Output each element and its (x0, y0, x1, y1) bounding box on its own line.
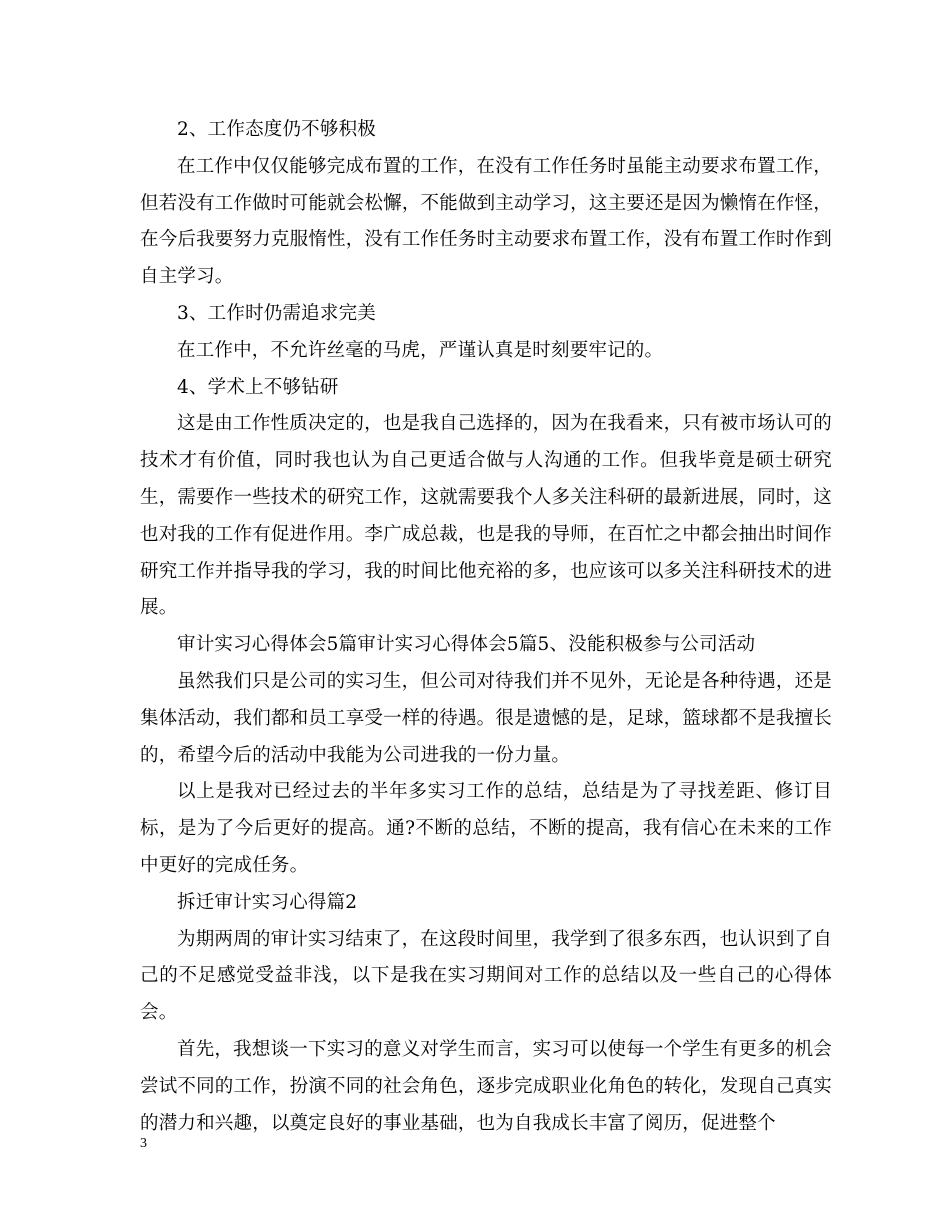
paragraph: 以上是我对已经过去的半年多实习工作的总结，总结是为了寻找差距、修订目标，是为了今后更好的提高。通?不断的总结，不断的提高，我有信心在未来的工作中更好的完成任务。 (140, 781, 832, 876)
paragraph: 虽然我们只是公司的实习生，但公司对待我们并不见外，无论是各种待遇，还是集体活动，我们都和员工享受一样的待遇。很是遗憾的是，足球，篮球都不是我擅长的，希望今后的活动中我能为公司进我的一份力量。 (140, 670, 832, 766)
heading-pursue-perfection: 3、工作时仍需追求完美 (177, 302, 376, 324)
heading-academic-research: 4、学术上不够钻研 (177, 376, 339, 398)
paragraph: 在工作中，不允许丝毫的马虎，严谨认真是时刻要牢记的。 (177, 339, 664, 361)
paragraph: 为期两周的审计实习结束了，在这段时间里，我学到了很多东西，也认识到了自己的不足感觉受益非浅，以下是我在实习期间对工作的总结以及一些自己的心得体会。 (140, 928, 832, 1024)
page-number: 3 (140, 1136, 147, 1151)
heading-article-2: 拆迁审计实习心得篇2 (177, 891, 358, 913)
document-body (140, 112, 832, 1142)
heading-work-attitude: 2、工作态度仍不够积极 (177, 119, 376, 140)
paragraph: 首先，我想谈一下实习的意义对学生而言，实习可以使每一个学生有更多的机会尝试不同的工作，扮演不同的社会角色，逐步完成职业化角色的转化，发现自己真实的潜力和兴趣，以奠定良好的事业基础，也为自我成长丰富了阅历，促进整个 (140, 1038, 832, 1134)
heading-company-activities: 审计实习心得体会5篇审计实习心得体会5篇5、没能积极参与公司活动 (177, 634, 756, 656)
paragraph: 这是由工作性质决定的，也是我自己选择的，因为在我看来，只有被市场认可的技术才有价值，同时我也认为自己更适合做与人沟通的工作。但我毕竟是硕士研究生，需要作一些技术的研究工作，这就需要我个人多关注科研的最新进展，同时，这也对我的工作有促进作用。李广成总裁，也是我的导师，在百忙之中都会抽出时间作研究工作并指导我的学习，我的时间比他充裕的多，也应该可以多关注科研技术的进展。 (140, 413, 832, 619)
paragraph: 在工作中仅仅能够完成布置的工作，在没有工作任务时虽能主动要求布置工作，但若没有工作做时可能就会松懈，不能做到主动学习，这主要还是因为懒惰在作怪，在今后我要努力克服惰性，没有工作任务时主动要求布置工作，没有布置工作时作到自主学习。 (140, 155, 832, 288)
